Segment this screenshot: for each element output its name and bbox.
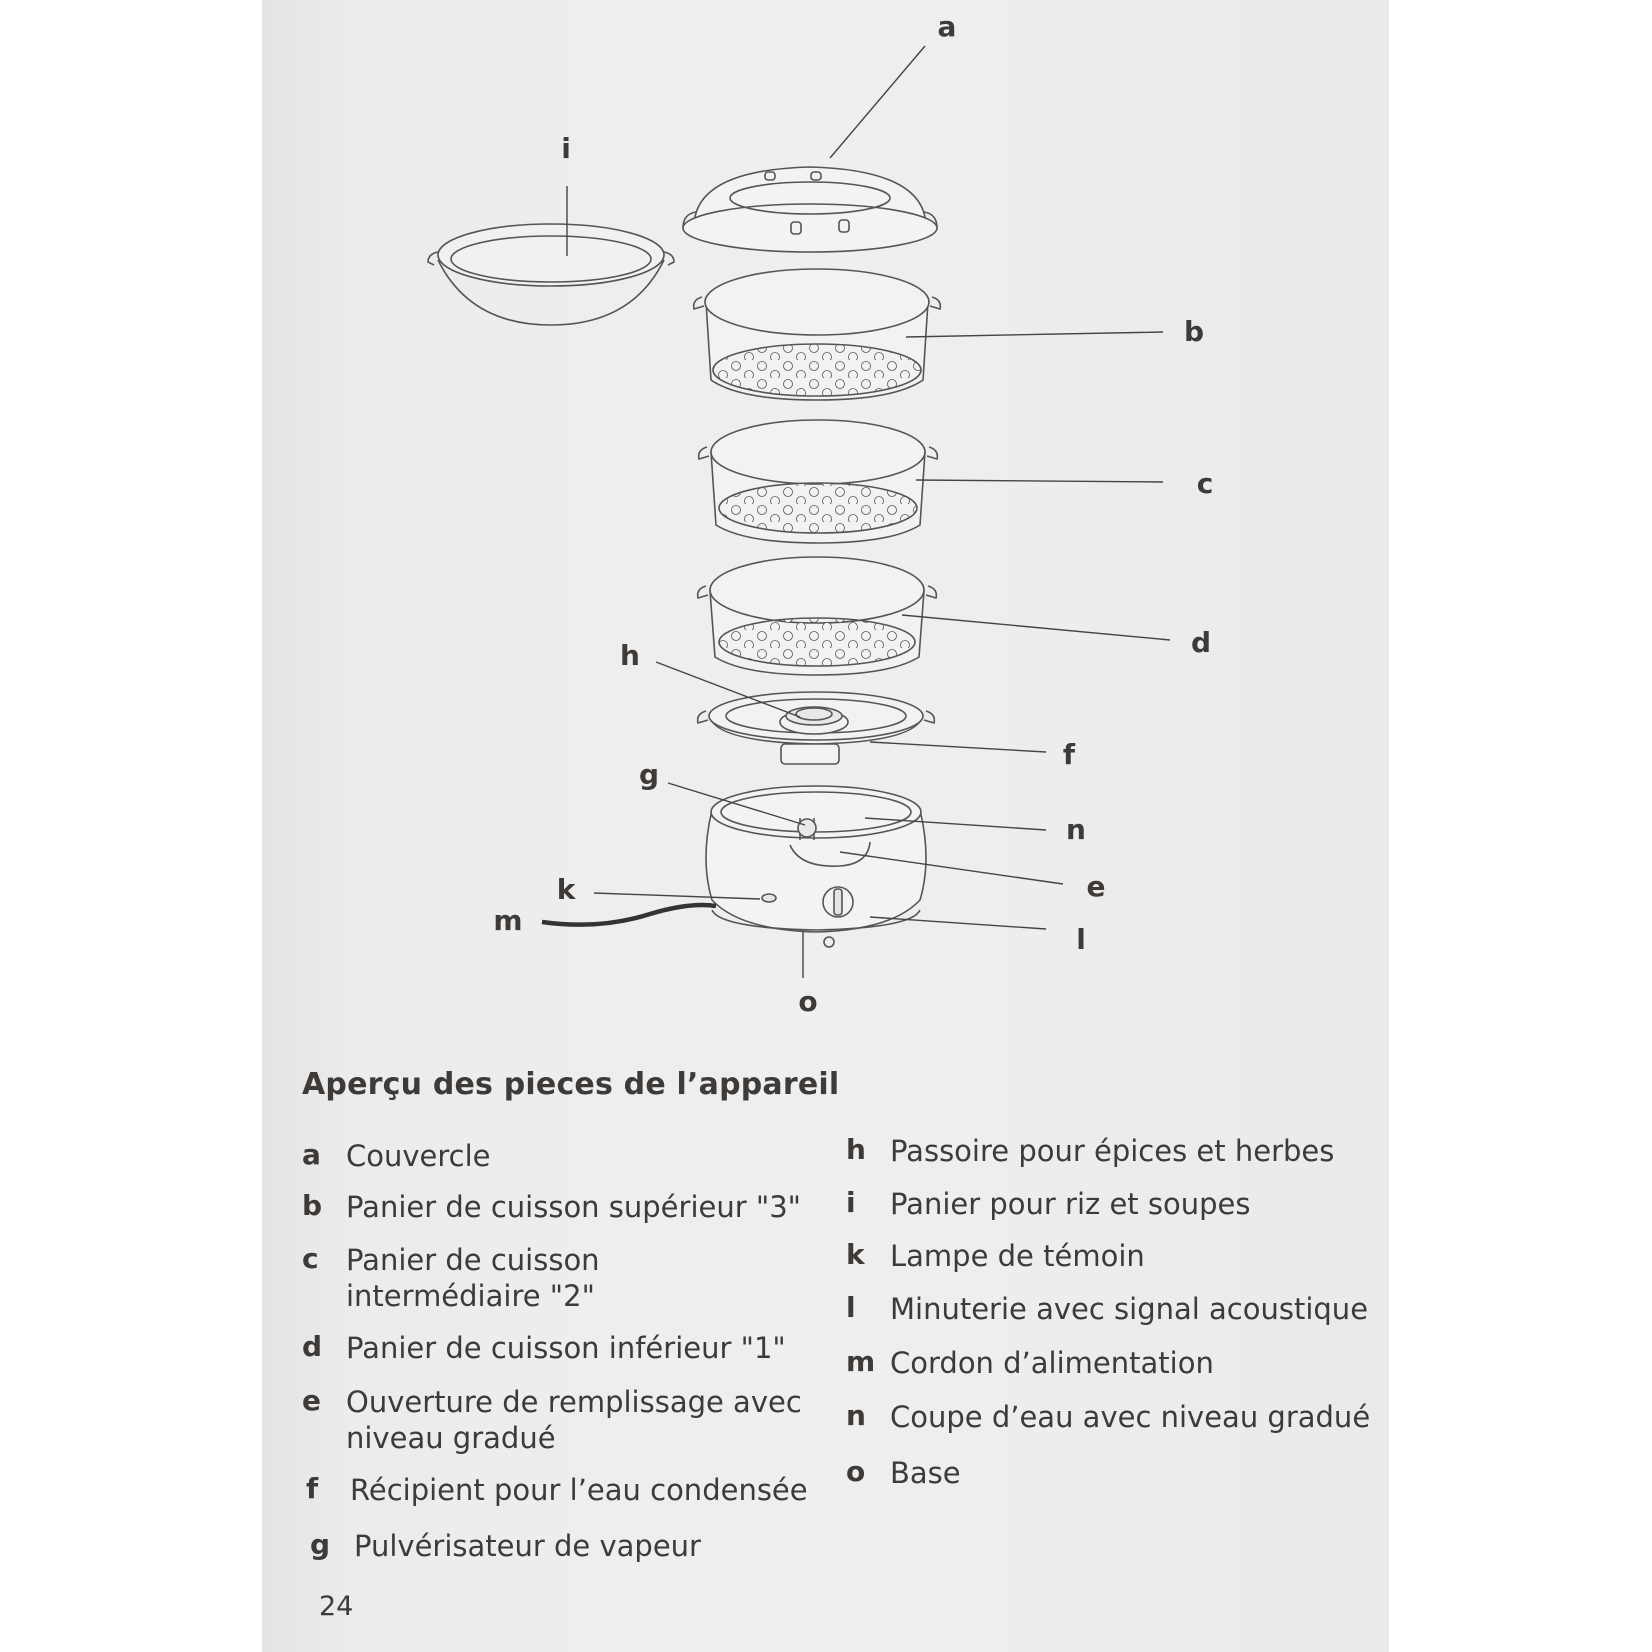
legend-letter: o [846,1455,866,1488]
legend-label: Couvercle [346,1139,491,1173]
condensate-tray-part [698,692,935,764]
legend-label: Minuterie avec signal acoustique [890,1292,1369,1326]
legend-letter: l [846,1291,856,1324]
label-a: a [937,10,957,43]
rice-bowl-part [428,224,674,325]
legend-letter: e [302,1384,321,1417]
legend-letter: g [310,1528,331,1561]
basket-top-part [694,269,941,400]
label-n: n [1066,813,1086,846]
label-m: m [493,904,523,937]
legend-label: Coupe d’eau avec niveau gradué [890,1400,1371,1434]
legend-letter: k [846,1238,865,1271]
legend-letter: h [846,1133,866,1166]
label-d: d [1190,626,1212,659]
legend-label: Base [890,1456,961,1490]
label-l: l [1076,923,1086,956]
legend-letter: i [846,1186,856,1219]
page-number: 24 [319,1591,354,1622]
label-c: c [1196,467,1214,500]
legend-label: Pulvérisateur de vapeur [354,1529,701,1563]
legend-label: Lampe de témoin [890,1239,1145,1273]
legend-label-continued: niveau gradué [346,1421,556,1455]
lid-part [683,167,937,252]
label-f: f [1062,738,1076,771]
legend-label: Panier de cuisson inférieur "1" [346,1331,786,1365]
legend-label: Passoire pour épices et herbes [890,1134,1335,1168]
base-part [706,786,926,947]
label-e: e [1086,870,1106,903]
label-g: g [638,758,660,791]
label-b: b [1183,315,1205,348]
legend-label: Récipient pour l’eau condensée [350,1473,808,1507]
label-k: k [556,873,576,906]
legend-letter: a [302,1138,321,1171]
label-o: o [798,985,818,1018]
label-h: h [620,639,640,672]
basket-bottom-part [698,557,937,675]
label-i: i [561,132,571,165]
legend-label: Panier de cuisson [346,1243,600,1277]
page-title: Aperçu des pieces de l’appareil [302,1067,840,1102]
legend-label: Cordon d’alimentation [890,1346,1214,1380]
legend-label: Panier de cuisson supérieur "3" [346,1190,801,1224]
legend-letter: b [302,1189,323,1222]
legend-letter: c [302,1242,319,1275]
legend-letter: m [846,1345,876,1378]
legend-letter: n [846,1399,866,1432]
legend-letter: f [306,1472,319,1505]
power-cord [542,905,716,925]
legend-letter: d [302,1330,323,1363]
legend-label: Ouverture de remplissage avec [346,1385,802,1419]
legend-label: Panier pour riz et soupes [890,1187,1251,1221]
basket-middle-part [699,420,938,543]
legend-label-continued: intermédiaire "2" [346,1279,595,1313]
